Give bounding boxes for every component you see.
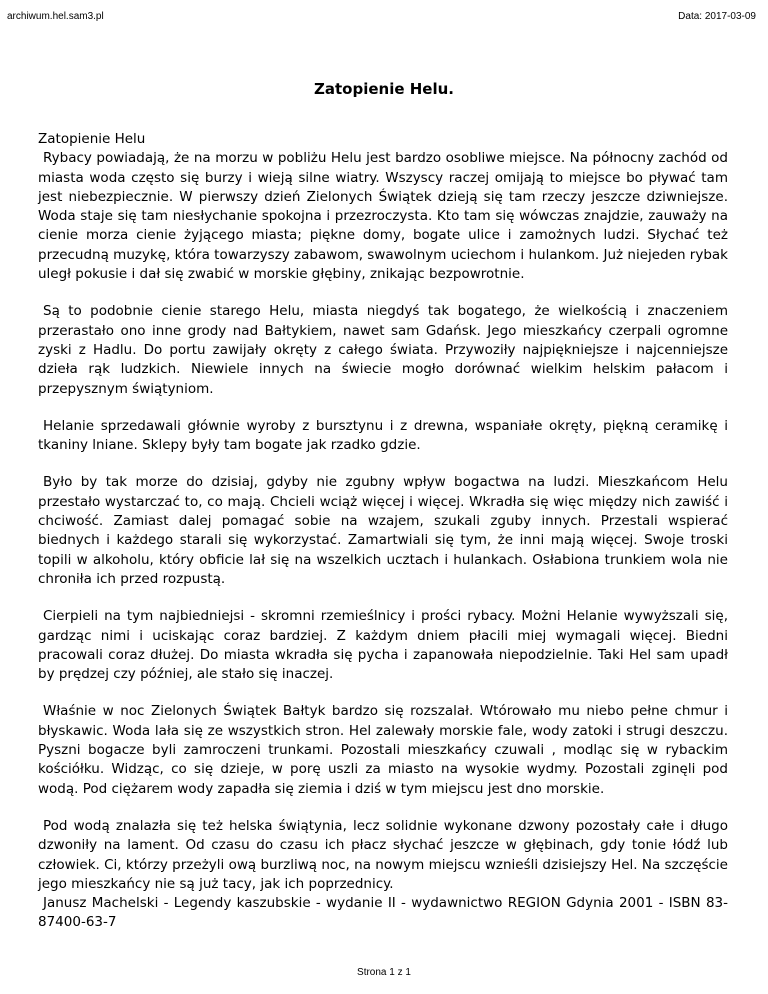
paragraph-3: Helanie sprzedawali głównie wyroby z bursztynu i z drewna, wspaniałe okręty, piękną ceramikę i tkaniny lniane. Sklepy były tam bogate jak rzadko gdzie. — [38, 417, 728, 454]
paragraph-2: Są to podobnie cienie starego Helu, miasta niegdyś tak bogatego, że wielkością i znaczeniem przerastało ono inne grody nad Bałtykiem, nawet sam Gdańsk. Jego mieszkańcy czerpali ogromne zyski z Hadlu. Do portu zawijały okręty z całego świata. Przywoziły najpiękniejsze i najcenniejsze dzieła rąk ludzkich. Niewiele innych na świecie mogło dorównać wielkim helskim pałacom i przepysznym świątyniom. — [38, 303, 728, 397]
page-title: Zatopienie Helu. — [314, 80, 454, 98]
paragraph-5: Cierpieli na tym najbiedniejsi - skromni rzemieślnicy i prości rybacy. Możni Helanie wywyższali się, gardząc nimi i uciskając coraz bardziej. Z każdym dniem płacili miej wymagali więcej. Biedni pracowali coraz dłużej. Do miasta wkradła się pycha i zapanowała niepodzielnie. Taki Hel sam upadł by prędzej czy później, ale stało się inaczej. — [38, 608, 728, 683]
page-number: Strona 1 z 1 — [357, 967, 411, 978]
paragraph-4: Było by tak morze do dzisiaj, gdyby nie zgubny wpływ bogactwa na ludzi. Mieszkańcom Helu przestało wystarczać to, co mają. Chcieli wciąż więcej i więcej. Wkradła się więc między nich zawiść i chciwość. Zamiast dalej pomagać sobie na wzajem, szukali zguby innych. Przestali wspierać biednych i każdego starali się wykorzystać. Zamartwiali się tym, że inni mają więcej. Swoje troski topili w alkoholu, który obficie lał się na wszelkich ucztach i hulankach. Osłabiona trunkiem wola nie chroniła ich przed rozpustą. — [38, 474, 728, 587]
paragraph-1: Rybacy powiadają, że na morzu w pobliżu Helu jest bardzo osobliwe miejsce. Na północny zachód od miasta woda często się burzy i wieją silne wiatry. Wszyscy raczej omijają to miejsce bo pływać tam jest niebezpiecznie. W pierwszy dzień Zielonych Świątek dzieją się tam rzeczy jeszcze dziwniejsze. Woda staje się tam niesłychanie spokojna i przezroczysta. Kto tam się wówczas znajdzie, zauważy na cienie morza cienie żyjącego miasta; piękne domy, bogate ulice i zamożnych ludzi. Słychać też przecudną muzykę, która towarzyszy zabawom, swawolnym uciechom i hulankom. Już niejeden rybak uległ pokusie i dał się zwabić w morskie głębiny, znikając bezpowrotnie. — [38, 150, 728, 283]
paragraph-6: Właśnie w noc Zielonych Świątek Bałtyk bardzo się rozszalał. Wtórowało mu niebo pełne chmur i błyskawic. Woda lała się ze wszystkich stron. Hel zalewały morskie fale, wody zatoki i strugi deszczu. Pyszni bogacze byli zamroczeni trunkami. Pozostali mieszkańcy czuwali , modląc się w rybackim kościółku. Widząc, co się dzieje, w porę uszli za miasto na wysokie wydmy. Pozostali zginęli pod wodą. Pod ciężarem wody zapadła się ziemia i dziś w tym miejscu jest dno morskie. — [38, 703, 728, 797]
document-subtitle: Zatopienie Helu — [38, 131, 146, 147]
site-url: archiwum.hel.sam3.pl — [7, 11, 104, 22]
document-body — [38, 130, 728, 933]
document-date: Data: 2017-03-09 — [678, 11, 756, 22]
paragraph-7: Pod wodą znalazła się też helska świątynia, lecz solidnie wykonane dzwony pozostały całe i długo dzwoniły na lament. Od czasu do czasu ich płacz słychać jeszcze w głębinach, gdy tonie łódź lub człowiek. Ci, którzy przeżyli ową burzliwą noc, na nowym miejscu wznieśli dzisiejszy Hel. Na szczęście jego mieszkańcy nie są już tacy, jak ich poprzednicy. — [38, 817, 728, 892]
source-citation: Janusz Machelski - Legendy kaszubskie - wydanie II - wydawnictwo REGION Gdynia 2001 - ISBN 83-87400-63-7 — [38, 895, 728, 931]
